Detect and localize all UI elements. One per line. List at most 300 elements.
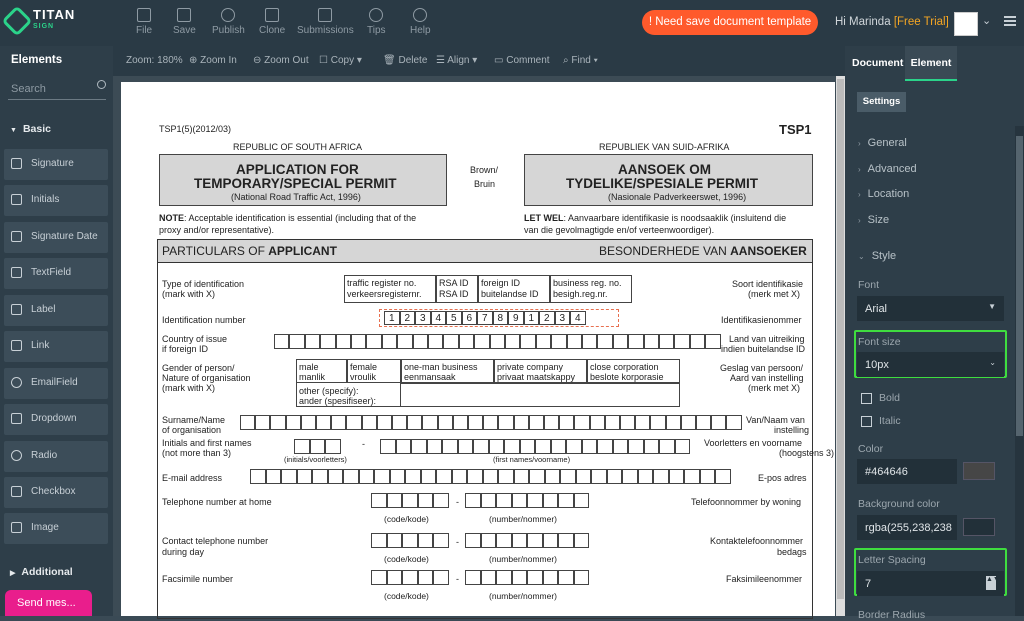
bg-color-label: Background color — [858, 498, 940, 510]
char-cell — [635, 415, 650, 430]
initials-caption: (initials/voorletters) — [284, 455, 347, 464]
checkbox-icon — [11, 486, 22, 497]
char-cell — [396, 439, 412, 454]
gender-label: Gender of person/ — [162, 363, 235, 373]
char-cell — [438, 415, 453, 430]
bruin-label: Bruin — [474, 179, 496, 189]
section-general[interactable]: › General — [858, 137, 907, 149]
char-cell — [681, 415, 696, 430]
element-textfield[interactable]: TextField — [4, 258, 108, 289]
char-cell — [316, 415, 331, 430]
zoom-in-button[interactable]: ⊕ Zoom In — [189, 55, 237, 66]
char-cell — [442, 439, 458, 454]
char-cell — [405, 469, 421, 484]
char-cell — [371, 570, 387, 585]
char-cell — [628, 439, 644, 454]
send-message-button[interactable]: Send mes... — [5, 590, 92, 616]
char-cell — [286, 415, 301, 430]
char-cell — [527, 570, 543, 585]
char-cell — [473, 439, 489, 454]
char-cell — [402, 493, 418, 508]
fax-label: Facsimile number — [162, 574, 234, 584]
char-cell — [711, 415, 726, 430]
find-button[interactable]: ⌕ Find ▾ — [563, 55, 598, 66]
char-cell — [582, 439, 598, 454]
char-cell — [674, 334, 689, 349]
char-cell — [653, 469, 669, 484]
char-cell — [684, 469, 700, 484]
char-cell — [343, 469, 359, 484]
char-cell — [644, 439, 660, 454]
char-cell — [696, 415, 711, 430]
char-cell — [481, 493, 497, 508]
char-cell — [411, 439, 427, 454]
chevron-right-icon: › — [858, 165, 861, 174]
clone-button[interactable]: Clone — [259, 8, 285, 36]
char-cell — [465, 570, 481, 585]
section-advanced[interactable]: › Advanced — [858, 163, 917, 175]
font-select[interactable]: Arial ▼ — [857, 296, 1004, 321]
tips-button[interactable]: Tips — [367, 8, 386, 36]
zoom-level: Zoom: 180% — [126, 55, 183, 66]
char-cell — [387, 493, 403, 508]
caret-down-icon: ▼ — [10, 127, 17, 134]
save-button[interactable]: Save — [173, 8, 196, 36]
char-cell — [512, 493, 528, 508]
char-cell — [605, 415, 620, 430]
ktel-sub: bedags — [777, 547, 807, 557]
char-cell — [483, 469, 499, 484]
dropdown-icon — [11, 413, 22, 424]
text-icon — [11, 304, 22, 315]
italic-label: Italic — [879, 415, 901, 427]
canvas-scrollbar[interactable] — [836, 76, 845, 616]
user-greeting: Hi Marinda [Free Trial] — [835, 16, 949, 28]
char-cell — [301, 415, 316, 430]
radio-icon — [11, 450, 22, 461]
geslag-sub: Aard van instelling — [730, 373, 804, 383]
char-cell — [650, 415, 665, 430]
char-cell — [715, 469, 731, 484]
char-cell — [366, 334, 381, 349]
font-size-select[interactable]: 10px ⌄ — [857, 352, 1004, 377]
rsa-heading-af: REPUBLIEK VAN SUID-AFRIKA — [599, 142, 730, 152]
chevron-down-icon[interactable]: ⌄ — [982, 15, 992, 27]
char-cell — [535, 439, 551, 454]
char-cell — [558, 570, 574, 585]
char-cell — [481, 570, 497, 585]
names-caption: (first names/voorname) — [493, 455, 571, 464]
title-af-line2: TYDELIKE/SPESIALE PERMIT — [566, 176, 759, 191]
title-af-line1: AANSOEK OM — [618, 162, 712, 177]
gender-sub: Nature of organisation — [162, 373, 251, 383]
van-sub: instelling — [774, 425, 810, 435]
link-icon — [11, 340, 22, 351]
char-cell — [690, 334, 705, 349]
vl-label: Voorletters en voorname — [704, 438, 803, 448]
char-cell — [359, 469, 375, 484]
char-cell — [582, 334, 597, 349]
id-number-field[interactable] — [379, 309, 619, 327]
char-cell — [496, 533, 512, 548]
save-icon — [177, 8, 191, 22]
align-button[interactable]: ☰ Align ▾ — [436, 55, 478, 66]
settings-button[interactable]: Settings — [857, 92, 906, 112]
gender-sub2: (mark with X) — [162, 383, 216, 393]
char-cell — [474, 334, 489, 349]
char-cell — [483, 415, 498, 430]
char-cell — [559, 415, 574, 430]
char-cell — [520, 439, 536, 454]
letter-spacing-input[interactable]: 7 ▲▼ — [857, 571, 1004, 596]
char-cell — [560, 469, 576, 484]
char-cell — [305, 334, 320, 349]
form-code: TSP1(5)(2012/03) — [159, 124, 232, 134]
char-cell — [328, 469, 344, 484]
char-cell — [380, 439, 396, 454]
char-cell — [659, 334, 674, 349]
char-cell — [402, 533, 418, 548]
folder-icon — [137, 8, 151, 22]
char-cell — [490, 334, 505, 349]
char-cell — [543, 493, 559, 508]
char-cell — [289, 334, 304, 349]
char-cell — [443, 334, 458, 349]
char-cell — [551, 334, 566, 349]
avatar[interactable] — [954, 12, 978, 36]
char-cell — [574, 533, 590, 548]
additional-section-toggle[interactable]: ▶ Additional — [10, 566, 73, 578]
bg-color-input[interactable]: rgba(255,238,238 — [857, 515, 957, 540]
publish-button[interactable]: Publish — [212, 8, 245, 36]
char-cell — [574, 415, 589, 430]
section-location[interactable]: › Location — [858, 188, 910, 200]
tab-element[interactable]: Element — [905, 46, 957, 81]
color-input[interactable]: #464646 — [857, 459, 957, 484]
note-line1: NOTE: Acceptable identification is essential (including that of the — [159, 213, 417, 223]
char-cell — [496, 493, 512, 508]
bold-checkbox[interactable] — [861, 393, 872, 404]
char-cell — [402, 570, 418, 585]
logo-subtext: SIGN — [33, 23, 55, 30]
geslag-label: Geslag van persoon/ — [720, 363, 804, 373]
border-radius-label: Border Radius — [858, 609, 926, 621]
color-swatch[interactable] — [963, 462, 995, 480]
elements-title: Elements — [11, 54, 63, 66]
char-cell — [390, 469, 406, 484]
tel-af-label: Telefoonnommer by woning — [691, 497, 802, 507]
color-label: Color — [858, 443, 884, 455]
id-digit-cell: 4 — [570, 311, 586, 325]
id-digit-cell: 3 — [555, 311, 571, 325]
char-cell — [336, 334, 351, 349]
char-cell — [529, 415, 544, 430]
char-cell — [371, 533, 387, 548]
title-line2: TEMPORARY/SPECIAL PERMIT — [194, 176, 397, 191]
tel-label: Telephone number at home — [162, 497, 272, 507]
char-cell — [433, 570, 449, 585]
char-cell — [558, 533, 574, 548]
char-cell — [607, 469, 623, 484]
zoom-out-button[interactable]: ⊖ Zoom Out — [253, 55, 309, 66]
surname-label: Surname/Name — [162, 415, 226, 425]
char-cell — [387, 570, 403, 585]
idnum-label: Identification number — [162, 315, 246, 325]
char-cell — [382, 334, 397, 349]
besonderhede-title: BESONDERHEDE VAN AANSOEKER — [599, 244, 807, 258]
char-cell — [551, 439, 567, 454]
element-emailfield[interactable]: EmailField — [4, 368, 108, 399]
panel-scrollbar[interactable] — [1015, 126, 1024, 616]
image-icon — [11, 522, 22, 533]
char-cell — [705, 334, 720, 349]
char-cell — [397, 334, 412, 349]
titan-logo[interactable] — [6, 9, 75, 33]
char-cell — [240, 415, 255, 430]
char-cell — [514, 415, 529, 430]
id-digit-cell: 5 — [446, 311, 462, 325]
element-image[interactable]: Image — [4, 513, 108, 544]
letwel-line2: van die gevolmagtigde en/of verteenwoordiger). — [524, 225, 715, 235]
submissions-button[interactable]: Submissions — [297, 8, 354, 36]
char-cell — [433, 533, 449, 548]
char-cell — [281, 469, 297, 484]
caret-down-icon: ▼ — [988, 302, 996, 311]
element-label[interactable]: Label — [4, 295, 108, 326]
help-button[interactable]: Help — [410, 8, 431, 36]
land-sub: indien buitelandse ID — [721, 344, 806, 354]
act-en: (National Road Traffic Act, 1996) — [231, 192, 361, 202]
calendar-icon — [11, 231, 22, 242]
logo-text: TITAN — [33, 7, 76, 22]
char-cell — [505, 334, 520, 349]
type-label: Type of identification — [162, 279, 245, 289]
logo-icon — [1, 5, 32, 36]
char-cell — [590, 415, 605, 430]
id-digit-cell: 7 — [477, 311, 493, 325]
char-cell — [255, 415, 270, 430]
char-cell — [666, 415, 681, 430]
font-size-label: Font size — [858, 336, 901, 348]
lightbulb-icon — [369, 8, 383, 22]
element-signature-date[interactable]: Signature Date — [4, 222, 108, 253]
char-cell — [427, 439, 443, 454]
char-cell — [294, 439, 310, 454]
at-icon — [11, 377, 22, 388]
char-cell — [270, 415, 285, 430]
particulars-title: PARTICULARS OF APPLICANT — [162, 244, 337, 258]
char-cell — [331, 415, 346, 430]
letter-spacing-label: Letter Spacing — [858, 554, 926, 566]
element-link[interactable]: Link — [4, 331, 108, 362]
char-cell — [392, 415, 407, 430]
char-cell — [543, 570, 559, 585]
char-cell — [536, 334, 551, 349]
char-cell — [465, 493, 481, 508]
id-digit-cell: 6 — [462, 311, 478, 325]
chevron-down-icon: ⌄ — [989, 358, 996, 367]
rsa-heading: REPUBLIC OF SOUTH AFRICA — [233, 142, 363, 152]
copy-button[interactable]: ☐ Copy ▾ — [319, 55, 362, 66]
id-digit-cell: 1 — [524, 311, 540, 325]
char-cell — [529, 469, 545, 484]
delete-button[interactable]: 🗑 Delete — [383, 55, 428, 66]
panel-scroll-thumb[interactable] — [1016, 136, 1023, 436]
help-icon — [413, 8, 427, 22]
van-label: Van/Naam van — [746, 415, 805, 425]
char-cell — [669, 469, 685, 484]
fax-af-label: Faksimileenommer — [726, 574, 803, 584]
element-initials[interactable]: Initials — [4, 185, 108, 216]
char-cell — [566, 439, 582, 454]
need-save-template-button[interactable]: ! Need save document template — [642, 10, 818, 35]
soort-sub: (merk met X) — [748, 289, 801, 299]
initials-label: Initials and first names — [162, 438, 252, 448]
bold-label: Bold — [879, 392, 901, 404]
element-dropdown[interactable]: Dropdown — [4, 404, 108, 435]
letwel-line1: LET WEL: Aanvaarbare identifikasie is noodsaaklik (insluitend die — [524, 213, 787, 223]
ctel-label: Contact telephone number — [162, 536, 269, 546]
form-code-right: TSP1 — [779, 122, 812, 137]
search-icon — [97, 80, 106, 89]
free-trial-link[interactable]: [Free Trial] — [893, 16, 949, 28]
section-size[interactable]: › Size — [858, 214, 890, 226]
char-cell — [544, 415, 559, 430]
element-signature[interactable]: Signature — [4, 149, 108, 180]
menu-icon[interactable] — [1004, 16, 1016, 26]
geslag-sub2: (merk met X) — [748, 383, 801, 393]
act-af: (Nasionale Padverkeerswet, 1996) — [608, 192, 747, 202]
char-cell — [527, 533, 543, 548]
idnum-af-label: Identifikasienommer — [721, 315, 802, 325]
char-cell — [644, 334, 659, 349]
char-cell — [558, 493, 574, 508]
char-cell — [377, 415, 392, 430]
char-cell — [465, 533, 481, 548]
pen-icon — [11, 158, 22, 169]
char-cell — [675, 439, 691, 454]
initials-sub: (not more than 3) — [162, 448, 232, 458]
cloud-upload-icon — [221, 8, 235, 22]
comment-button[interactable]: ▭ Comment — [494, 55, 550, 66]
clone-icon — [265, 8, 279, 22]
char-cell — [458, 439, 474, 454]
char-cell — [700, 469, 716, 484]
char-cell — [422, 415, 437, 430]
char-cell — [459, 334, 474, 349]
id-digit-cell: 2 — [400, 311, 416, 325]
basic-section-toggle[interactable]: ▼ Basic — [10, 123, 51, 135]
char-cell — [266, 469, 282, 484]
char-cell — [498, 415, 513, 430]
id-digit-cell: 9 — [508, 311, 524, 325]
char-cell — [351, 334, 366, 349]
char-cell — [512, 570, 528, 585]
chevron-right-icon: › — [858, 216, 861, 225]
char-cell — [613, 439, 629, 454]
char-cell — [374, 469, 390, 484]
chevron-right-icon: › — [858, 139, 861, 148]
element-radio[interactable]: Radio — [4, 441, 108, 472]
char-cell — [597, 439, 613, 454]
element-checkbox[interactable]: Checkbox — [4, 477, 108, 508]
char-cell — [428, 334, 443, 349]
char-cell — [452, 469, 468, 484]
layers-icon — [318, 8, 332, 22]
char-cell — [545, 469, 561, 484]
char-cell — [591, 469, 607, 484]
char-cell — [543, 533, 559, 548]
char-cell — [496, 570, 512, 585]
char-cell — [597, 334, 612, 349]
char-cell — [312, 469, 328, 484]
char-cell — [512, 533, 528, 548]
char-cell — [468, 415, 483, 430]
char-cell — [576, 469, 592, 484]
id-digit-cell: 8 — [493, 311, 509, 325]
scroll-thumb[interactable] — [837, 79, 844, 599]
char-cell — [622, 469, 638, 484]
email-label: E-mail address — [162, 473, 223, 483]
surname-sub: of organisation — [162, 425, 222, 435]
title-line1: APPLICATION FOR — [236, 162, 359, 177]
char-cell — [418, 533, 434, 548]
file-button[interactable]: File — [136, 8, 152, 36]
elements-search-input[interactable]: Search — [8, 78, 106, 100]
char-cell — [574, 570, 590, 585]
char-cell — [250, 469, 266, 484]
char-cell — [527, 493, 543, 508]
char-cell — [274, 334, 289, 349]
italic-checkbox[interactable] — [861, 416, 872, 427]
note-line2: proxy and/or representative). — [159, 225, 275, 235]
id-digit-cell: 2 — [539, 311, 555, 325]
char-cell — [567, 334, 582, 349]
tab-document[interactable]: Document — [852, 57, 904, 69]
section-style[interactable]: ⌄ Style — [858, 250, 897, 262]
char-cell — [418, 493, 434, 508]
id-digit-cell: 3 — [415, 311, 431, 325]
top-bar — [0, 0, 1024, 46]
stepper-icon[interactable]: ▲▼ — [986, 576, 996, 590]
other-specify-field[interactable] — [400, 383, 680, 407]
other-label: other (specify): — [299, 386, 359, 396]
soort-label: Soort identifikasie — [732, 279, 804, 289]
bg-color-swatch[interactable] — [963, 518, 995, 536]
editor-toolbar — [113, 46, 845, 76]
other-af-label: ander (spesifiseer): — [299, 396, 377, 406]
char-cell — [628, 334, 643, 349]
country-label: Country of issue — [162, 334, 228, 344]
char-cell — [346, 415, 361, 430]
char-cell — [436, 469, 452, 484]
id-digit-cell: 1 — [384, 311, 400, 325]
char-cell — [659, 439, 675, 454]
char-cell — [620, 415, 635, 430]
char-cell — [325, 439, 341, 454]
char-cell — [371, 493, 387, 508]
ctel-sub: during day — [162, 547, 205, 557]
font-label: Font — [858, 279, 880, 291]
char-cell — [574, 493, 590, 508]
caret-right-icon: ▶ — [10, 570, 16, 577]
char-cell — [613, 334, 628, 349]
char-cell — [413, 334, 428, 349]
char-cell — [310, 439, 326, 454]
land-label: Land van uitreiking — [729, 334, 805, 344]
char-cell — [520, 334, 535, 349]
email-af-label: E-pos adres — [758, 473, 807, 483]
